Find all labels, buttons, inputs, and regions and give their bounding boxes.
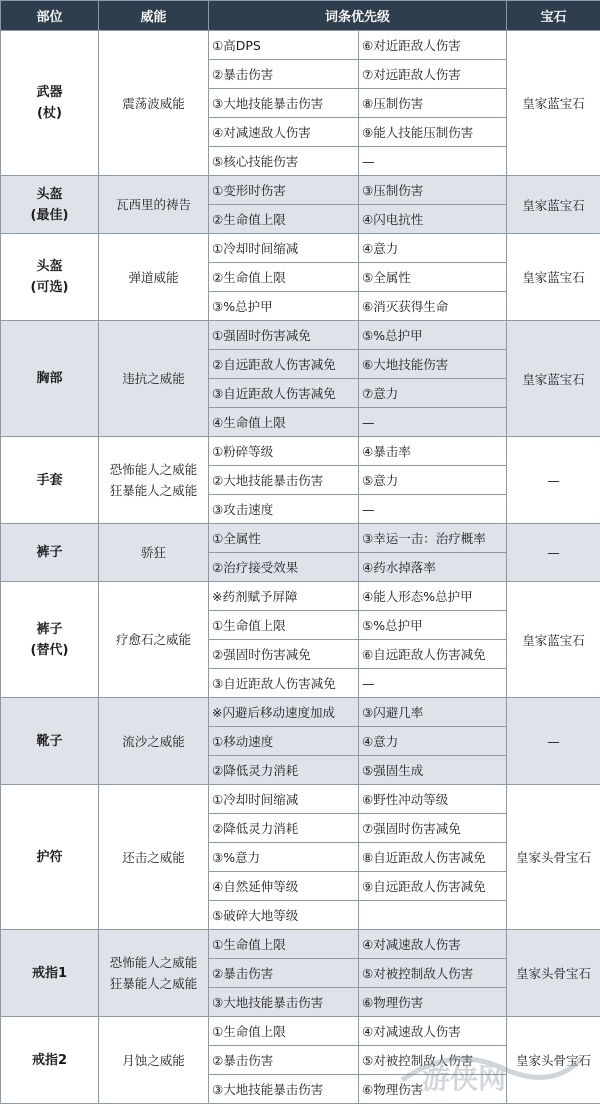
affix-left: ①变形时伤害 (209, 176, 359, 205)
affix-left: ③大地技能暴击伤害 (209, 1075, 359, 1104)
affix-right: ⑧自近距敌人伤害减免 (359, 843, 507, 872)
affix-right: ⑤对被控制敌人伤害 (359, 1046, 507, 1075)
affix-left: ②暴击伤害 (209, 1046, 359, 1075)
affix-left: ①生命值上限 (209, 1017, 359, 1046)
equipment-part: 头盔 (最佳) (1, 176, 99, 234)
gem: 皇家蓝宝石 (507, 321, 600, 437)
equipment-part: 头盔 (可选) (1, 234, 99, 321)
affix-left: ①粉碎等级 (209, 437, 359, 466)
affix-right: ③闪避几率 (359, 698, 507, 727)
affix-right: ⑨自远距敌人伤害减免 (359, 872, 507, 901)
affix-right: — (359, 408, 507, 437)
affix-row (1, 31, 600, 60)
affix-right: ⑦对远距敌人伤害 (359, 60, 507, 89)
affix-left: ②大地技能暴击伤害 (209, 466, 359, 495)
affix-right: ⑥大地技能伤害 (359, 350, 507, 379)
affix-right: ④意力 (359, 234, 507, 263)
affix-left: ※药剂赋予屏障 (209, 582, 359, 611)
gem: — (507, 437, 600, 524)
affix-left: ①强固时伤害减免 (209, 321, 359, 350)
affix-right: ⑤意力 (359, 466, 507, 495)
affix-right: ⑤全属性 (359, 263, 507, 292)
gem: 皇家蓝宝石 (507, 582, 600, 698)
affix-left: ※闪避后移动速度加成 (209, 698, 359, 727)
affix-row (1, 930, 600, 959)
affix-row (1, 437, 600, 466)
gem: — (507, 524, 600, 582)
legendary-power: 月蚀之威能 (99, 1017, 209, 1104)
header-affix-priority: 词条优先级 (209, 1, 507, 31)
legendary-power: 瓦西里的祷告 (99, 176, 209, 234)
affix-left: ④生命值上限 (209, 408, 359, 437)
affix-left: ①生命值上限 (209, 611, 359, 640)
affix-left: ①移动速度 (209, 727, 359, 756)
affix-left: ②治疗接受效果 (209, 553, 359, 582)
affix-right: ④闪电抗性 (359, 205, 507, 234)
affix-left: ③%意力 (209, 843, 359, 872)
affix-right: ⑤强固生成 (359, 756, 507, 785)
gem: 皇家蓝宝石 (507, 31, 600, 176)
affix-left: ②暴击伤害 (209, 959, 359, 988)
affix-row (1, 321, 600, 350)
affix-left: ②暴击伤害 (209, 60, 359, 89)
affix-row (1, 234, 600, 263)
gem: 皇家头骨宝石 (507, 930, 600, 1017)
affix-left: ④对减速敌人伤害 (209, 118, 359, 147)
affix-right: ⑤对被控制敌人伤害 (359, 959, 507, 988)
legendary-power: 震荡波威能 (99, 31, 209, 176)
legendary-power: 还击之威能 (99, 785, 209, 930)
affix-right: ③压制伤害 (359, 176, 507, 205)
affix-row (1, 698, 600, 727)
affix-left: ②降低灵力消耗 (209, 756, 359, 785)
affix-row (1, 785, 600, 814)
affix-right: — (359, 669, 507, 698)
affix-right: ⑧压制伤害 (359, 89, 507, 118)
affix-right: ④对减速敌人伤害 (359, 1017, 507, 1046)
affix-right: ⑥自远距敌人伤害减免 (359, 640, 507, 669)
affix-row (1, 1017, 600, 1046)
affix-left: ②自远距敌人伤害减免 (209, 350, 359, 379)
affix-left: ③攻击速度 (209, 495, 359, 524)
equipment-part: 戒指1 (1, 930, 99, 1017)
affix-left: ③大地技能暴击伤害 (209, 988, 359, 1017)
equipment-part: 护符 (1, 785, 99, 930)
header-power: 威能 (99, 1, 209, 31)
affix-left: ②生命值上限 (209, 263, 359, 292)
affix-row (1, 176, 600, 205)
affix-right: ⑥物理伤害 (359, 988, 507, 1017)
equipment-part: 手套 (1, 437, 99, 524)
affix-right (359, 901, 507, 930)
gem: 皇家蓝宝石 (507, 234, 600, 321)
gem: 皇家头骨宝石 (507, 1017, 600, 1104)
gem: — (507, 698, 600, 785)
header-part: 部位 (1, 1, 99, 31)
affix-row (1, 582, 600, 611)
affix-right: ⑥对近距敌人伤害 (359, 31, 507, 60)
affix-left: ①冷却时间缩减 (209, 234, 359, 263)
affix-right: ④意力 (359, 727, 507, 756)
gem: 皇家头骨宝石 (507, 785, 600, 930)
affix-left: ①全属性 (209, 524, 359, 553)
equipment-part: 戒指2 (1, 1017, 99, 1104)
affix-right: ⑥消灭获得生命 (359, 292, 507, 321)
affix-right: ⑥野性冲动等级 (359, 785, 507, 814)
affix-right: ③幸运一击：治疗概率 (359, 524, 507, 553)
affix-left: ②降低灵力消耗 (209, 814, 359, 843)
watermark-text: 游侠网 (422, 1062, 507, 1095)
affix-left: ②强固时伤害减免 (209, 640, 359, 669)
affix-left: ③自近距敌人伤害减免 (209, 379, 359, 408)
affix-row (1, 524, 600, 553)
affix-left: ④自然延伸等级 (209, 872, 359, 901)
equipment-part: 裤子 (1, 524, 99, 582)
affix-left: ②生命值上限 (209, 205, 359, 234)
affix-right: ⑦强固时伤害减免 (359, 814, 507, 843)
legendary-power: 弹道威能 (99, 234, 209, 321)
equipment-part: 胸部 (1, 321, 99, 437)
equipment-part: 裤子 (替代) (1, 582, 99, 698)
header-row (1, 1, 600, 31)
gem: 皇家蓝宝石 (507, 176, 600, 234)
equipment-part: 武器 (杖) (1, 31, 99, 176)
affix-right: ⑦意力 (359, 379, 507, 408)
affix-left: ③%总护甲 (209, 292, 359, 321)
affix-left: ①生命值上限 (209, 930, 359, 959)
legendary-power: 流沙之威能 (99, 698, 209, 785)
affix-right: ④药水掉落率 (359, 553, 507, 582)
affix-left: ①高DPS (209, 31, 359, 60)
affix-right: ④对减速敌人伤害 (359, 930, 507, 959)
affix-right: ④暴击率 (359, 437, 507, 466)
affix-right: ⑥物理伤害 (359, 1075, 507, 1104)
affix-right: ⑤%总护甲 (359, 611, 507, 640)
affix-right: ⑨能人技能压制伤害 (359, 118, 507, 147)
affix-left: ①冷却时间缩减 (209, 785, 359, 814)
equipment-part: 靴子 (1, 698, 99, 785)
legendary-power: 恐怖能人之威能 狂暴能人之威能 (99, 930, 209, 1017)
legendary-power: 违抗之威能 (99, 321, 209, 437)
affix-right: — (359, 147, 507, 176)
affix-right: — (359, 495, 507, 524)
affix-left: ③自近距敌人伤害减免 (209, 669, 359, 698)
affix-left: ⑤破碎大地等级 (209, 901, 359, 930)
affix-left: ⑤核心技能伤害 (209, 147, 359, 176)
affix-left: ③大地技能暴击伤害 (209, 89, 359, 118)
header-gem: 宝石 (507, 1, 600, 31)
legendary-power: 骄狂 (99, 524, 209, 582)
legendary-power: 疗愈石之威能 (99, 582, 209, 698)
affix-right: ④能人形态%总护甲 (359, 582, 507, 611)
affix-right: ⑤%总护甲 (359, 321, 507, 350)
legendary-power: 恐怖能人之威能 狂暴能人之威能 (99, 437, 209, 524)
